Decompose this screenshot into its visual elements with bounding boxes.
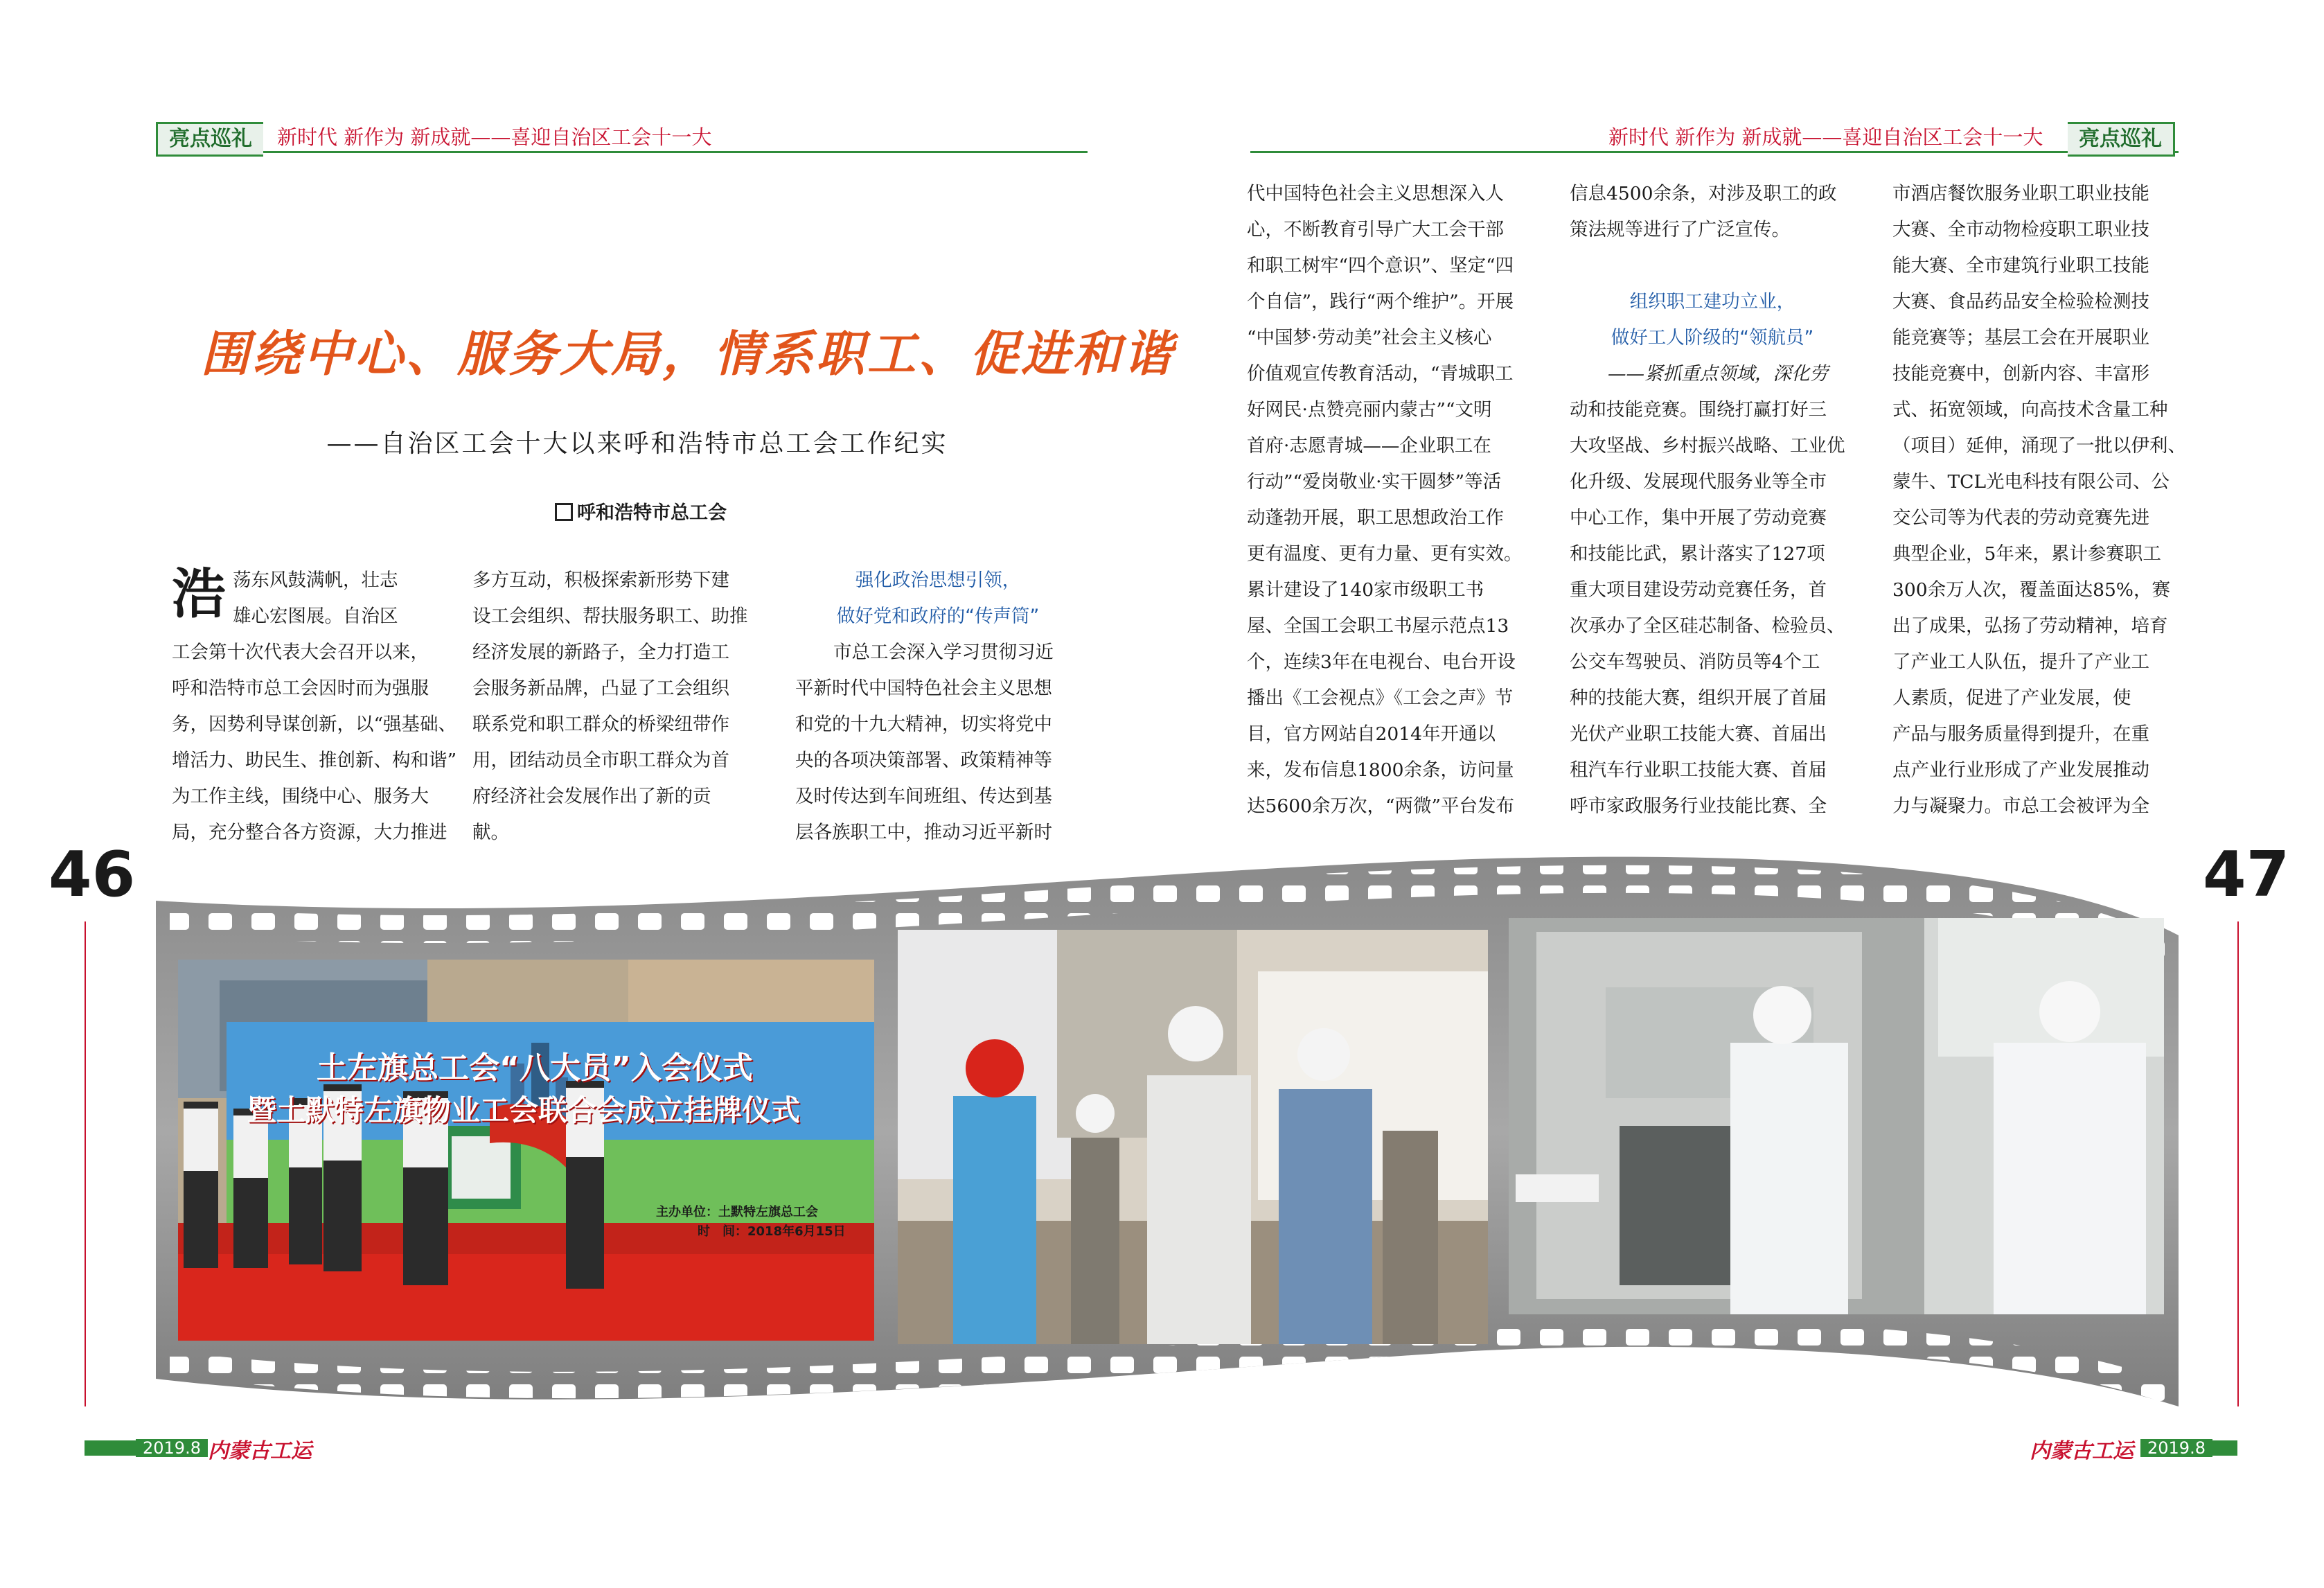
paragraph-line: 大攻坚战、乡村振兴战略、工业优 [1570, 435, 1845, 457]
paragraph-line: 用，团结动员全市职工群众为首 [472, 750, 729, 771]
paragraph-line: 播出《工会视点》《工会之声》节 [1247, 687, 1514, 709]
photo-ceremony-image [178, 960, 874, 1341]
paragraph-line: 平新时代中国特色社会主义思想 [795, 678, 1052, 699]
section-lead: ——紧抓重点领域，深化劳 [1608, 363, 1828, 385]
paragraph-line: 能竞赛等；基层工会在开展职业 [1892, 327, 2149, 349]
paragraph-line: 更有温度、更有力量、更有实效。 [1247, 543, 1523, 565]
paragraph-line: 设工会组织、帮扶服务职工、助推 [472, 606, 748, 627]
banner-host: 主办单位：土默特左旗总工会 [656, 1205, 818, 1219]
paragraph-line: 联系党和职工群众的桥梁纽带作 [472, 714, 729, 735]
paragraph-line: 增活力、助民生、推创新、构和谐” [172, 750, 457, 771]
text-column-3 [795, 563, 1081, 851]
photo-factory [1509, 918, 2164, 1314]
paragraph-line: 力与凝聚力。市总工会被评为全 [1892, 795, 2149, 817]
header-title-right: 新时代 新作为 新成就——喜迎自治区工会十一大 [1608, 125, 2043, 149]
footer-date-right: 2019.8 [2140, 1439, 2212, 1457]
paragraph-line: 央的各项决策部署、政策精神等 [795, 750, 1052, 771]
article-subtitle: ——自治区工会十大以来呼和浩特市总工会工作纪实 [326, 430, 948, 458]
photo-factory-image [1509, 918, 2164, 1314]
byline-box-icon [555, 503, 573, 521]
section-heading: 强化政治思想引领， [855, 570, 1021, 591]
paragraph-line: 市酒店餐饮服务业职工职业技能 [1892, 183, 2149, 204]
paragraph-line: 产品与服务质量得到提升，在重 [1892, 723, 2149, 745]
paragraph-line: 呼市家政服务行业技能比赛、全 [1570, 795, 1827, 817]
text-column-1 [172, 563, 457, 851]
paragraph-line: 能大赛、全市建筑行业职工技能 [1892, 255, 2149, 276]
spacer [1570, 248, 1855, 284]
paragraph-line: 达5600余万次，“两微”平台发布 [1247, 795, 1515, 817]
paragraph-line: 及时传达到车间班组、传达到基 [795, 786, 1052, 807]
paragraph-line: 人素质，促进了产业发展，使 [1892, 687, 2131, 709]
paragraph-line: 重大项目建设劳动竞赛任务，首 [1570, 579, 1827, 601]
paragraph-line: 和职工树牢“四个意识”、坚定“四 [1247, 255, 1514, 276]
page-number-right: 47 [2203, 838, 2290, 911]
banner-text-line2: 暨土默特左旗物业工会联合会成立挂牌仪式 [247, 1093, 801, 1127]
photo-ceremony [178, 960, 874, 1341]
paragraph-line: 心，不断教育引导广大工会干部 [1247, 219, 1504, 240]
col1-lines [172, 563, 457, 851]
byline-text: 呼和浩特市总工会 [577, 502, 727, 524]
banner-text-line1: 土左旗总工会“八大员”入会仪式 [317, 1050, 753, 1086]
paragraph-line: 租汽车行业职工技能大赛、首届 [1570, 759, 1827, 781]
footer-date-left: 2019.8 [136, 1439, 208, 1457]
paragraph-line: 300余万人次，覆盖面达85%，赛 [1892, 579, 2170, 601]
paragraph-line: 会服务新品牌，凸显了工会组织 [472, 678, 729, 699]
paragraph-line: 光伏产业职工技能大赛、首届出 [1570, 723, 1827, 745]
article-title: 围绕中心、服务大局，情系职工、促进和谐 [201, 326, 1175, 382]
paragraph-line: 种的技能大赛，组织开展了首届 [1570, 687, 1827, 709]
paragraph-line: 动蓬勃开展，职工思想政治工作 [1247, 507, 1504, 529]
paragraph-line: 中心工作，集中开展了劳动竞赛 [1570, 507, 1827, 529]
paragraph-line: 行动”“爱岗敬业·实干圆梦”等活 [1247, 471, 1502, 493]
paragraph-line: 雄心宏图展。自治区 [233, 606, 398, 627]
section-heading: 做好党和政府的“传声筒” [836, 606, 1040, 627]
paragraph-line: 府经济社会发展作出了新的贡 [472, 786, 711, 807]
footer-magazine-left: 内蒙古工运 [208, 1439, 312, 1463]
paragraph-line: 价值观宣传教育活动，“青城职工 [1247, 363, 1514, 385]
margin-line-right [2237, 921, 2239, 1406]
paragraph-line: 出了成果，弘扬了劳动精神，培育 [1892, 615, 2168, 637]
article-byline [526, 497, 755, 524]
paragraph-line: 层各族职工中，推动习近平新时 [795, 822, 1052, 843]
paragraph-line: 屋、全国工会职工书屋示范点13 [1247, 615, 1509, 637]
photo-inspection [898, 930, 1488, 1344]
paragraph-line: 荡东风鼓满帆，壮志 [233, 570, 398, 591]
paragraph-line: 典型企业，5年来，累计参赛职工 [1892, 543, 2161, 565]
page-number-left: 46 [48, 838, 136, 911]
paragraph-line: 累计建设了140家市级职工书 [1247, 579, 1484, 601]
paragraph-line: 动和技能竞赛。围绕打赢打好三 [1570, 399, 1827, 421]
paragraph-line: 个自信”，践行“两个维护”。开展 [1247, 291, 1514, 312]
section-tag-left: 亮点巡礼 [156, 122, 263, 157]
paragraph-line: 信息4500余条，对涉及职工的政 [1570, 183, 1837, 204]
paragraph-line: 工会第十次代表大会召开以来， [172, 642, 429, 663]
header-title-left: 新时代 新作为 新成就——喜迎自治区工会十一大 [277, 125, 712, 149]
section-tag-right: 亮点巡礼 [2068, 122, 2175, 157]
paragraph-line: 和技能比武，累计落实了127项 [1570, 543, 1825, 565]
paragraph-line: （项目）延伸，涌现了一批以伊利、 [1892, 435, 2186, 457]
margin-line-left [85, 921, 86, 1406]
section-heading: 组织职工建功立业， [1629, 291, 1795, 312]
text-column-5 [1570, 176, 1855, 824]
paragraph-line: 市总工会深入学习贯彻习近 [833, 642, 1054, 663]
paragraph-line: 点产业行业形成了产业发展推动 [1892, 759, 2149, 781]
paragraph-line: 式、拓宽领域，向高技术含量工种 [1892, 399, 2168, 421]
text-column-4 [1247, 176, 1532, 824]
paragraph-line: 了产业工人队伍，提升了产业工 [1892, 651, 2149, 673]
paragraph-line: 务，因势利导谋创新，以“强基础、 [172, 714, 457, 735]
footer-magazine-right: 内蒙古工运 [2030, 1439, 2134, 1463]
paragraph-line: 来，发布信息1800余条，访问量 [1247, 759, 1514, 781]
paragraph-line: 大赛、食品药品安全检验检测技 [1892, 291, 2149, 312]
paragraph-line: 化升级、发展现代服务业等全市 [1570, 471, 1827, 493]
paragraph-line: 策法规等进行了广泛宣传。 [1570, 219, 1790, 240]
paragraph-line: 首府·志愿青城——企业职工在 [1247, 435, 1491, 457]
paragraph-line: 次承办了全区硅芯制备、检验员、 [1570, 615, 1845, 637]
photo-inspection-image [898, 930, 1488, 1344]
paragraph-line: 献。 [472, 822, 509, 843]
banner-time: 时 间：2018年6月15日 [698, 1224, 846, 1239]
paragraph-line: 代中国特色社会主义思想深入人 [1247, 183, 1504, 204]
text-column-6 [1892, 176, 2186, 824]
paragraph-line: 交公司等为代表的劳动竞赛先进 [1892, 507, 2149, 529]
paragraph-line: 蒙牛、TCL光电科技有限公司、公 [1892, 471, 2170, 493]
paragraph-line: 多方互动，积极探索新形势下建 [472, 570, 729, 591]
paragraph-line: 大赛、全市动物检疫职工职业技 [1892, 219, 2149, 240]
paragraph-line: “中国梦·劳动美”社会主义核心 [1247, 327, 1492, 349]
paragraph-line: 好网民·点赞亮丽内蒙古”“文明 [1247, 399, 1492, 421]
paragraph-line: 公交车驾驶员、消防员等4个工 [1570, 651, 1820, 673]
paragraph-line: 和党的十九大精神，切实将党中 [795, 714, 1052, 735]
drop-cap: 浩 [172, 563, 227, 626]
paragraph-line: 为工作主线，围绕中心、服务大 [172, 786, 429, 807]
section-heading: 做好工人阶级的“领航员” [1611, 327, 1814, 349]
paragraph-line: 目，官方网站自2014年开通以 [1247, 723, 1496, 745]
paragraph-line: 技能竞赛中，创新内容、丰富形 [1892, 363, 2149, 385]
paragraph-line: 呼和浩特市总工会因时而为强服 [172, 678, 429, 699]
text-column-2 [472, 563, 749, 851]
paragraph-line: 局，充分整合各方资源，大力推进 [172, 822, 447, 843]
paragraph-line: 经济发展的新路子，全力打造工 [472, 642, 729, 663]
paragraph-line: 个，连续3年在电视台、电台开设 [1247, 651, 1516, 673]
